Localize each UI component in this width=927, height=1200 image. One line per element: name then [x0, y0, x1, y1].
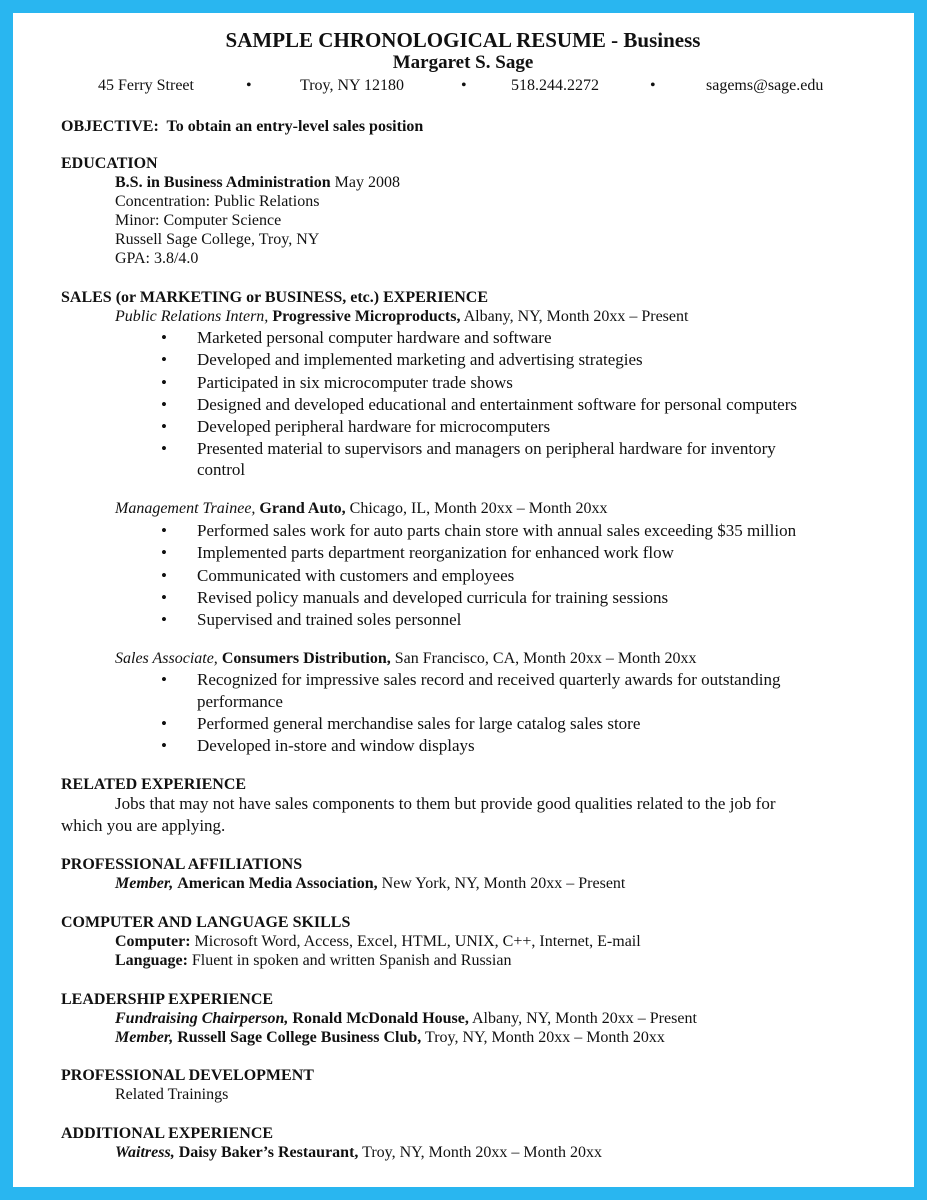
computer-skills — [115, 932, 641, 951]
affiliation-role: Member, — [115, 875, 174, 892]
related-text-line1: Jobs that may not have sales components to them but provide good qualities related to the job for — [115, 794, 776, 813]
job-header — [115, 499, 607, 518]
job-header — [115, 307, 688, 326]
additional-role: Waitress, — [115, 1144, 175, 1161]
objective-label: OBJECTIVE: — [61, 118, 159, 135]
phone: 518.244.2272 — [511, 77, 599, 94]
leadership-org: Ronald McDonald House, — [292, 1010, 469, 1027]
concentration: Concentration: Public Relations — [115, 193, 320, 210]
resume-title: SAMPLE CHRONOLOGICAL RESUME - Business — [225, 28, 701, 52]
job-company: Progressive Microproducts, — [272, 308, 461, 325]
contact-line — [48, 76, 848, 96]
email: sagems@sage.edu — [706, 77, 824, 94]
affiliation-details: New York, NY, Month 20xx – Present — [381, 875, 626, 892]
leadership-item — [115, 1009, 697, 1028]
objective-line — [61, 117, 423, 136]
leadership-item — [115, 1028, 665, 1047]
leadership-details: Albany, NY, Month 20xx – Present — [472, 1010, 697, 1027]
additional-details: Troy, NY, Month 20xx – Month 20xx — [362, 1144, 603, 1161]
leadership-details: Troy, NY, Month 20xx – Month 20xx — [424, 1029, 665, 1046]
additional-heading: ADDITIONAL EXPERIENCE — [61, 1125, 274, 1142]
degree-date: May 2008 — [334, 174, 400, 191]
leadership-heading: LEADERSHIP EXPERIENCE — [61, 991, 274, 1008]
language-skills — [115, 951, 511, 970]
job-header — [115, 649, 697, 668]
development-heading: PROFESSIONAL DEVELOPMENT — [61, 1067, 314, 1084]
address: 45 Ferry Street — [98, 77, 194, 94]
degree-line — [115, 173, 400, 192]
related-heading: RELATED EXPERIENCE — [61, 776, 247, 793]
sales-heading: SALES (or MARKETING or BUSINESS, etc.) EXPERIENCE — [61, 289, 489, 306]
affiliations-heading: PROFESSIONAL AFFILIATIONS — [61, 856, 303, 873]
language-text: Fluent in spoken and written Spanish and Russian — [191, 952, 512, 969]
computer-label: Computer: — [115, 933, 191, 950]
city: Troy, NY 12180 — [300, 77, 405, 94]
gpa: GPA: 3.8/4.0 — [115, 250, 199, 267]
separator: • — [246, 77, 252, 94]
job-role: Sales Associate, — [115, 650, 218, 667]
job-details: Albany, NY, Month 20xx – Present — [463, 308, 689, 325]
additional-org: Daisy Baker’s Restaurant, — [178, 1144, 359, 1161]
additional-item — [115, 1143, 602, 1162]
leadership-role: Member, — [115, 1029, 174, 1046]
language-label: Language: — [115, 952, 188, 969]
job-details: Chicago, IL, Month 20xx – Month 20xx — [349, 500, 608, 517]
education-heading: EDUCATION — [61, 155, 158, 172]
skills-heading: COMPUTER AND LANGUAGE SKILLS — [61, 914, 351, 931]
separator: • — [650, 77, 656, 94]
degree: B.S. in Business Administration — [115, 174, 331, 191]
affiliation-line — [115, 874, 625, 893]
job-role: Public Relations Intern, — [115, 308, 269, 325]
job-role: Management Trainee, — [115, 500, 256, 517]
candidate-name: Margaret S. Sage — [392, 52, 534, 73]
development-text: Related Trainings — [115, 1086, 229, 1103]
job-company: Grand Auto, — [259, 500, 346, 517]
affiliation-org: American Media Association, — [177, 875, 378, 892]
related-text-line2: which you are applying. — [61, 816, 226, 835]
minor: Minor: Computer Science — [115, 212, 282, 229]
leadership-org: Russell Sage College Business Club, — [177, 1029, 422, 1046]
job-details: San Francisco, CA, Month 20xx – Month 20xx — [394, 650, 697, 667]
job-company: Consumers Distribution, — [221, 650, 391, 667]
objective-text: To obtain an entry-level sales position — [166, 118, 424, 135]
computer-text: Microsoft Word, Access, Excel, HTML, UNIX, C++, Internet, E-mail — [194, 933, 641, 950]
separator: • — [461, 77, 467, 94]
leadership-role: Fundraising Chairperson, — [115, 1010, 289, 1027]
school: Russell Sage College, Troy, NY — [115, 231, 320, 248]
